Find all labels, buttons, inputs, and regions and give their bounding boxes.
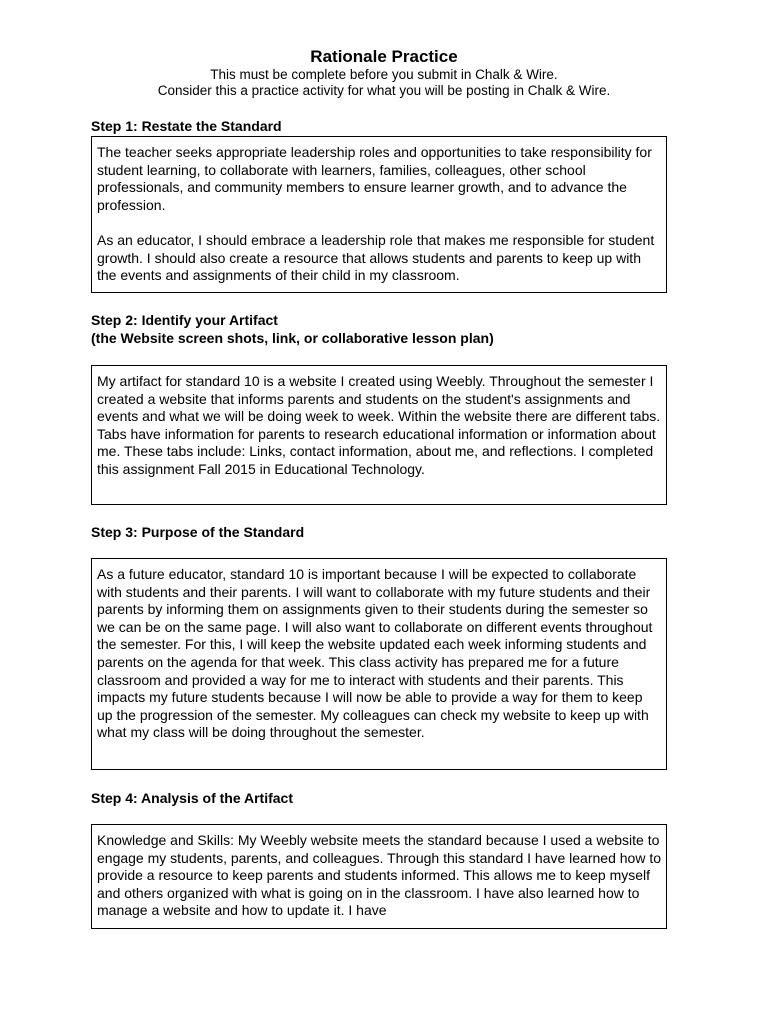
step1-paragraph-2: As an educator, I should embrace a leadership role that makes me responsible for student growth. I should also create a resource that allows students and parents to keep up with the events and assignments of their child in my classroom. — [97, 231, 655, 284]
step2-heading-line-2: (the Website screen shots, link, or collaborative lesson plan) — [91, 330, 494, 346]
document-title: Rationale Practice — [310, 47, 458, 66]
step1-textbox — [91, 136, 667, 293]
step3-body: As a future educator, standard 10 is important because I will be expected to collaborate with students and their parents. I will want to collaborate with my future students and their parents by informing them on assignments given to their students during the semester so we can be on the same page. I will also want to collaborate on different events throughout the semester. For this, I will keep the website updated each week informing students and parents on the agenda for that week. This class activity has prepared me for a future classroom and provided a way for me to interact with students and their parents. This impacts my future students because I will now be able to provide a way for them to keep up the progression of the semester. My colleagues can check my website to keep up with what my class will be doing throughout the semester. — [97, 566, 653, 741]
step1-paragraph-1: The teacher seeks appropriate leadership roles and opportunities to take responsibility for student learning, to collaborate with learners, families, colleagues, other school professionals, and community members to ensure learner growth, and to advance the profession. — [97, 144, 652, 213]
step2-heading-line-1: Step 2: Identify your Artifact — [91, 312, 278, 328]
step3-heading: Step 3: Purpose of the Standard — [91, 524, 305, 540]
step1-heading: Step 1: Restate the Standard — [91, 118, 282, 134]
step4-textbox — [91, 824, 667, 929]
step2-textbox — [91, 365, 667, 505]
step2-body: My artifact for standard 10 is a website I created using Weebly. Throughout the semester I created a website that informs parents and students on the student's assignments and events and what we will be doing week to week. Within the website there are different tabs. Tabs have information for parents to research educational information or information about me. These tabs include: Links, contact information, about me, and reflections. I completed this assignment Fall 2015 in Educational Technology. — [97, 373, 661, 477]
step4-body: Knowledge and Skills: My Weebly website meets the standard because I used a website to engage my students, parents, and colleagues. Through this standard I have learned how to provide a resource to keep parents and students informed. This allows me to keep myself and others organized with what is going on in the classroom. I have also learned how to manage a website and how to update it. I have — [97, 832, 661, 919]
step4-heading: Step 4: Analysis of the Artifact — [91, 790, 294, 806]
subtitle-line-1: This must be complete before you submit in Chalk & Wire. — [210, 67, 558, 82]
subtitle-line-2: Consider this a practice activity for what you will be posting in Chalk & Wire. — [157, 83, 611, 98]
step3-textbox — [91, 558, 667, 770]
